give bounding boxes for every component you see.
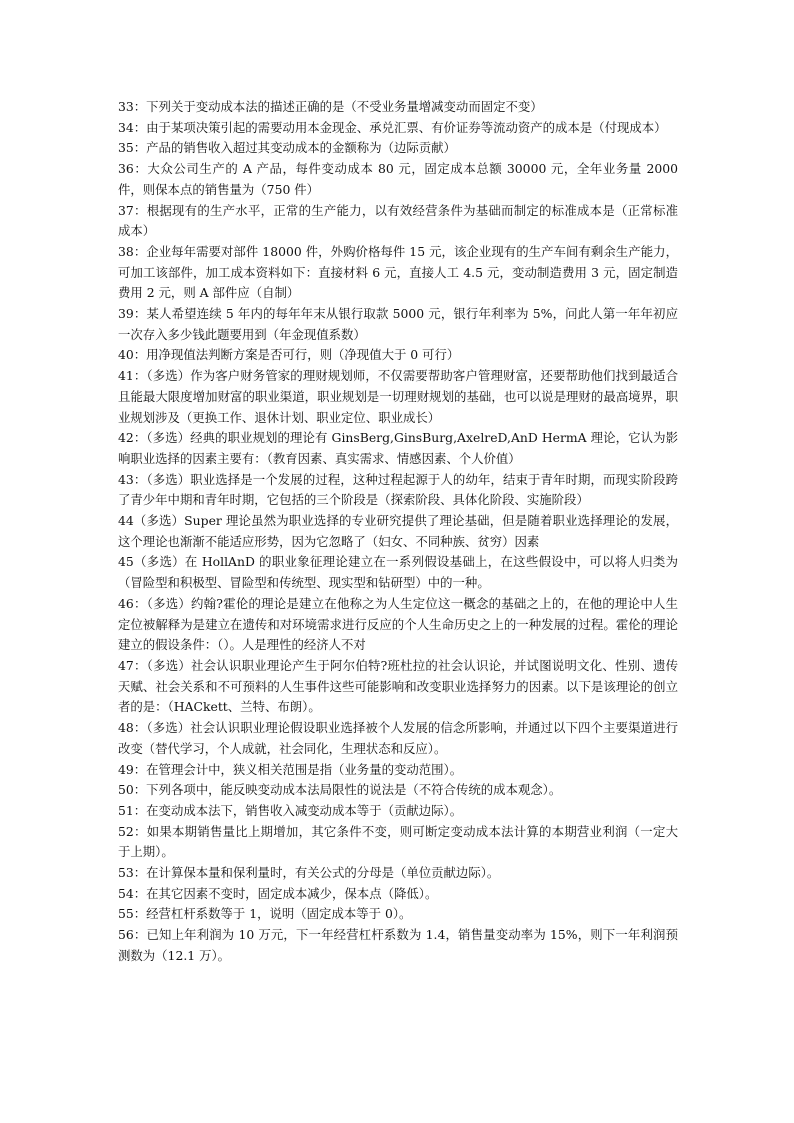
question-45: 45（多选）在 HollAnD 的职业象征理论建立在一系列假设基础上，在这些假设中，可以将人归类为（冒险型和积极型、冒险型和传统型、现实型和钻研型）中的一种。 — [118, 554, 678, 591]
question-48: 48：（多选）社会认识职业理论假设职业选择被个人发展的信念所影响，并通过以下四个主要渠道进行改变（替代学习，个人成就，社会同化，生理状态和反应）。 — [118, 720, 678, 756]
question-52: 52：如果本期销售量比上期增加，其它条件不变，则可断定变动成本法计算的本期营业利润（一定大于上期）。 — [118, 823, 678, 860]
document-body — [118, 97, 678, 967]
question-40: 40：用净现值法判断方案是否可行，则（净现值大于 0 可行） — [118, 347, 460, 363]
question-56: 56：已知上年利润为 10 万元，下一年经营杠杆系数为 1.4，销售量变动率为 15%，则下一年利润预测数为（12.1 万）。 — [118, 927, 678, 963]
question-50: 50：下列各项中，能反映变动成本法局限性的说法是（不符合传统的成本观念）。 — [118, 782, 562, 798]
question-55: 55：经营杠杆系数等于 1，说明（固定成本等于 0）。 — [118, 906, 412, 922]
question-46: 46：（多选）约翰?霍伦的理论是建立在他称之为人生定位这一概念的基础之上的，在他的理论中人生定位被解释为是建立在遗传和对环境需求进行反应的个人生命历史之上的一种发展的过程。霍伦的理论建立的假设条件：（）。人是理性的经济人不对 — [118, 595, 678, 653]
question-54: 54：在其它因素不变时，固定成本减少，保本点（降低）。 — [118, 885, 438, 901]
question-33: 33：下列关于变动成本法的描述正确的是（不受业务量增减变动而固定不变） — [118, 99, 543, 114]
question-51: 51：在变动成本法下，销售收入减变动成本等于（贡献边际）。 — [118, 802, 463, 818]
question-44: 44（多选）Super 理论虽然为职业选择的专业研究提供了理论基础，但是随着职业选择理论的发展，这个理论也渐渐不能适应形势，因为它忽略了（妇女、不同种族、贫穷）因素 — [118, 513, 678, 549]
question-53: 53：在计算保本量和保利量时，有关公式的分母是（单位贡献边际）。 — [118, 865, 500, 881]
question-37: 37：根据现有的生产水平，正常的生产能力，以有效经营条件为基础而制定的标准成本是（正常标准成本） — [118, 202, 678, 239]
question-39: 39：某人希望连续 5 年内的每年年末从银行取款 5000 元，银行年利率为 5%，问此人第一年年初应一次存入多少钱此题要用到（年金现值系数） — [118, 306, 678, 342]
question-42: 42：（多选）经典的职业规划的理论有 GinsBerg,GinsBurg,AxelreD,AnD HermA 理论，它认为影响职业选择的因素主要有：（教育因素、真实需求、情感因素、个人价值） — [118, 430, 678, 466]
question-38: 38：企业每年需要对部件 18000 件，外购价格每件 15 元，该企业现有的生产车间有剩余生产能力，可加工该部件，加工成本资料如下：直接材料 6 元，直接人工 4.5 元，变动制造费用 3 元，固定制造费用 2 元，则 A 部件应（自制） — [118, 243, 678, 301]
question-36: 36：大众公司生产的 A 产品，每件变动成本 80 元，固定成本总额 30000 元，全年业务量 2000 件，则保本点的销售量为（750 件） — [118, 161, 678, 197]
question-41: 41：（多选）作为客户财务管家的理财规划师，不仅需要帮助客户管理财富，还要帮助他们找到最适合且能最大限度增加财富的职业渠道，职业规划是一切理财规划的基础，也可以说是理财的最高境界，职业规划涉及（更换工作、退休计划、职业定位、职业成长） — [118, 368, 678, 425]
question-34: 34：由于某项决策引起的需要动用本金现金、承兑汇票、有价证券等流动资产的成本是（付现成本） — [118, 119, 667, 135]
question-47: 47：（多选）社会认识职业理论产生于阿尔伯特?班杜拉的社会认识论，并试图说明文化、性别、遗传天赋、社会关系和不可预料的人生事件这些可能影响和改变职业选择努力的因素。以下是该理论的创立者的是：（HACkett、兰特、布朗）。 — [118, 657, 678, 715]
question-49: 49：在管理会计中，狭义相关范围是指（业务量的变动范围）。 — [118, 761, 463, 777]
question-35: 35：产品的销售收入超过其变动成本的金额称为（边际贡献） — [118, 140, 456, 156]
question-43: 43：（多选）职业选择是一个发展的过程，这种过程起源于人的幼年，结束于青年时期，而现实阶段跨了青少年中期和青年时期，它包括的三个阶段是（探索阶段、具体化阶段、实施阶段） — [118, 471, 678, 508]
